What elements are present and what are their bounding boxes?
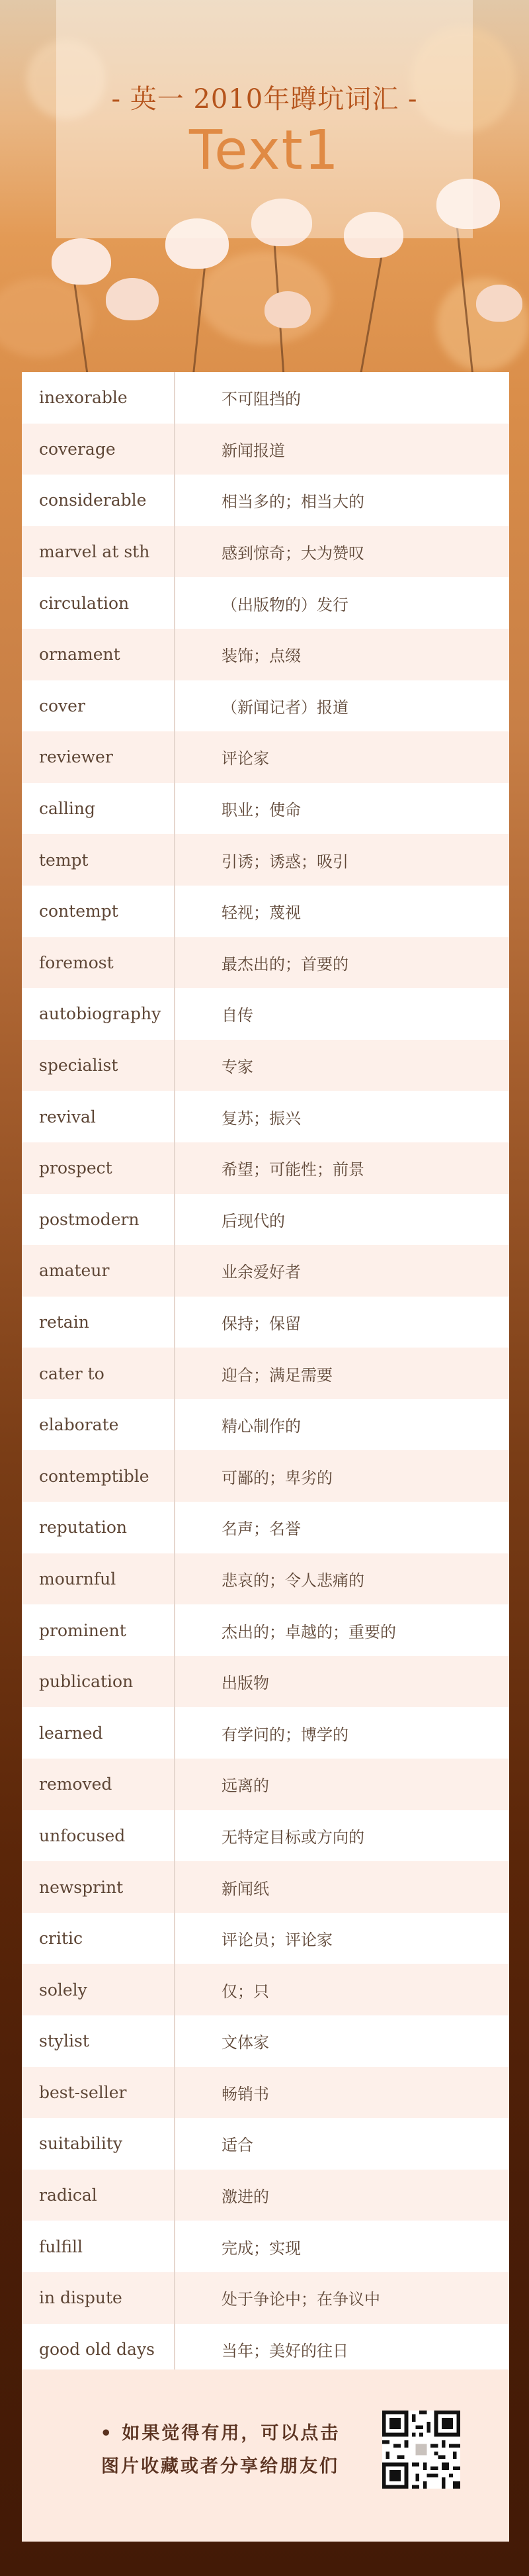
table-row (22, 424, 509, 475)
table-row (22, 1040, 509, 1091)
vocab-meaning: 处于争论中；在争议中 (222, 2290, 380, 2309)
vocab-word: amateur (22, 1245, 175, 1297)
vocab-meaning: 保持；保留 (222, 1314, 301, 1333)
vocab-word: marvel at sth (22, 526, 175, 578)
vocab-word: learned (22, 1707, 175, 1759)
qr-code-icon[interactable] (382, 2411, 460, 2489)
vocab-meaning: 当年；美好的往日 (222, 2341, 348, 2360)
vocab-meaning: 装饰；点缀 (222, 647, 301, 666)
vocab-meaning: 迎合；满足需要 (222, 1365, 333, 1385)
vocab-word: tempt (22, 834, 175, 886)
table-row (22, 834, 509, 886)
vocab-meaning: 悲哀的；令人悲痛的 (222, 1571, 364, 1590)
vocab-meaning: 适合 (222, 2136, 253, 2155)
table-row (22, 1399, 509, 1451)
vocab-word: contempt (22, 886, 175, 937)
vocab-word: foremost (22, 937, 175, 989)
vocab-meaning: 有学问的；博学的 (222, 1725, 348, 1744)
table-row (22, 1913, 509, 1964)
table-row (22, 1707, 509, 1759)
table-row (22, 1297, 509, 1348)
vocab-meaning: 出版物 (222, 1674, 269, 1693)
table-row (22, 937, 509, 989)
vocabulary-table (22, 372, 509, 2375)
vocab-meaning: 职业；使命 (222, 801, 301, 820)
vocab-word: contemptible (22, 1450, 175, 1502)
vocab-meaning: 感到惊奇；大为赞叹 (222, 544, 364, 563)
vocab-meaning: 新闻纸 (222, 1879, 269, 1898)
vocab-word: newsprint (22, 1861, 175, 1913)
vocab-meaning: 新闻报道 (222, 441, 285, 460)
vocab-word: elaborate (22, 1399, 175, 1451)
vocab-word: retain (22, 1297, 175, 1348)
table-row (22, 1091, 509, 1142)
vocab-word: unfocused (22, 1810, 175, 1862)
table-row (22, 2170, 509, 2221)
table-row (22, 886, 509, 937)
table-row (22, 1759, 509, 1810)
vocab-meaning: 远离的 (222, 1776, 269, 1796)
footer-message (68, 2417, 372, 2483)
table-row (22, 1450, 509, 1502)
vocab-word: publication (22, 1656, 175, 1708)
vocab-meaning: 可鄙的；卑劣的 (222, 1468, 333, 1487)
page-subtitle: - 英一 2010年蹲坑词汇 - (111, 84, 418, 115)
vocab-meaning: 轻视；蔑视 (222, 903, 301, 923)
table-row (22, 1142, 509, 1194)
footer-line-2: 图片收藏或者分享给朋友们 (101, 2456, 339, 2477)
table-row (22, 2272, 509, 2324)
vocab-meaning: 评论家 (222, 749, 269, 768)
vocab-meaning: 畅销书 (222, 2084, 269, 2103)
table-row (22, 2067, 509, 2119)
footer-card (22, 2369, 509, 2542)
vocab-word: prospect (22, 1142, 175, 1194)
vocab-meaning: 杰出的；卓越的；重要的 (222, 1622, 396, 1641)
vocab-word: suitability (22, 2118, 175, 2170)
table-row (22, 731, 509, 783)
table-row (22, 680, 509, 732)
vocab-word: reputation (22, 1502, 175, 1553)
vocab-meaning: 完成；实现 (222, 2238, 301, 2258)
vocab-meaning: 不可阻挡的 (222, 390, 301, 409)
vocab-meaning: 复苏；振兴 (222, 1109, 301, 1128)
table-row (22, 1245, 509, 1297)
vocab-word: radical (22, 2170, 175, 2221)
vocab-meaning: 名声；名誉 (222, 1520, 301, 1539)
vocab-word: circulation (22, 577, 175, 629)
vocab-word: critic (22, 1913, 175, 1964)
vocab-meaning: 文体家 (222, 2033, 269, 2052)
footer-line-1: • 如果觉得有用，可以点击 (100, 2423, 341, 2444)
vocab-meaning: 希望；可能性；前景 (222, 1160, 364, 1179)
table-row (22, 2015, 509, 2067)
vocab-meaning: 无特定目标或方向的 (222, 1827, 364, 1847)
table-row (22, 372, 509, 424)
vocab-word: ornament (22, 629, 175, 680)
vocab-meaning: （新闻记者）报道 (222, 698, 348, 717)
vocab-word: coverage (22, 424, 175, 475)
vocab-word: cover (22, 680, 175, 732)
table-row (22, 1348, 509, 1399)
vocab-word: revival (22, 1091, 175, 1142)
vocab-meaning: 业余爱好者 (222, 1263, 301, 1282)
vocab-meaning: 引诱；诱惑；吸引 (222, 852, 348, 871)
vocab-meaning: 专家 (222, 1058, 253, 1077)
vocab-word: postmodern (22, 1194, 175, 1246)
vocab-word: calling (22, 783, 175, 835)
vocab-meaning: 评论员；评论家 (222, 1931, 333, 1950)
vocab-word: considerable (22, 475, 175, 526)
table-row (22, 783, 509, 835)
table-row (22, 2324, 509, 2375)
table-row (22, 1194, 509, 1246)
vocab-word: stylist (22, 2015, 175, 2067)
table-row (22, 2118, 509, 2170)
vocab-meaning: 自传 (222, 1006, 253, 1025)
vocab-word: mournful (22, 1553, 175, 1605)
table-row (22, 475, 509, 526)
vocab-word: best-seller (22, 2067, 175, 2119)
vocab-word: cater to (22, 1348, 175, 1399)
vocab-word: reviewer (22, 731, 175, 783)
vocab-word: good old days (22, 2324, 175, 2375)
vocab-word: solely (22, 1964, 175, 2015)
vocab-meaning: 后现代的 (222, 1211, 285, 1230)
table-row (22, 1553, 509, 1605)
table-row (22, 577, 509, 629)
vocab-meaning: 仅；只 (222, 1982, 269, 2001)
table-row (22, 1964, 509, 2015)
table-row (22, 526, 509, 578)
page-title: Text1 (188, 119, 340, 182)
vocab-meaning: （出版物的）发行 (222, 595, 348, 614)
vocab-meaning: 激进的 (222, 2187, 269, 2207)
table-row (22, 629, 509, 680)
vocab-word: specialist (22, 1040, 175, 1091)
vocab-meaning: 最杰出的；首要的 (222, 954, 348, 974)
table-row (22, 1861, 509, 1913)
vocab-word: inexorable (22, 372, 175, 424)
table-row (22, 1502, 509, 1553)
vocab-word: prominent (22, 1604, 175, 1656)
vocab-word: autobiography (22, 988, 175, 1040)
table-row (22, 988, 509, 1040)
vocab-word: fulfill (22, 2221, 175, 2272)
table-row (22, 2221, 509, 2272)
vocab-word: removed (22, 1759, 175, 1810)
vocab-word: in dispute (22, 2272, 175, 2324)
table-row (22, 1810, 509, 1862)
table-row (22, 1656, 509, 1708)
table-row (22, 1604, 509, 1656)
vocab-meaning: 精心制作的 (222, 1417, 301, 1436)
vocab-meaning: 相当多的；相当大的 (222, 492, 364, 512)
